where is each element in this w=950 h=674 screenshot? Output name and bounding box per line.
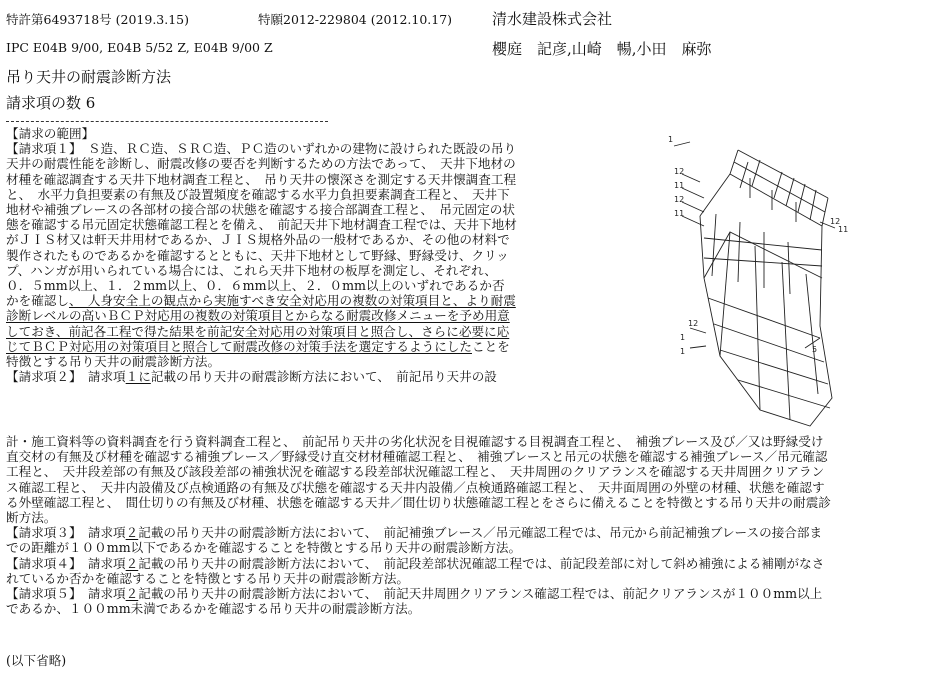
figure-line — [738, 380, 830, 408]
figure-label: 11 — [674, 209, 685, 218]
figure-label: 1 — [680, 333, 686, 342]
claim-2-line: 計・施工資料等の資料調査を行う資料調査工程と、 前記吊り天井の劣化状況を目視確認する目視調査工程と、 補強ブレース及び／又は野縁受け — [6, 434, 824, 449]
patent-title: 吊り天井の耐震診断方法 — [6, 68, 172, 86]
claim-1-line: 製作されたものであるかを確認するとともに、天井下地材として野縁、野縁受け、クリッ — [6, 247, 509, 263]
claim-3-line — [6, 525, 944, 540]
figure-line — [712, 214, 716, 276]
ipc-classification: IPC E04B 9/00, E04B 5/52 Z, E04B 9/00 Z — [6, 40, 273, 55]
claim-1-line: ０．５mm以上、１．２mm以上、０．６mm以上、２．０mm以上のいずれであるか否 — [6, 278, 505, 294]
claim-3-underlined-text: ２ — [125, 525, 139, 541]
figure-line — [734, 162, 825, 212]
figure-outline — [704, 232, 822, 278]
figure-leader — [674, 142, 690, 146]
figure-line — [714, 324, 824, 362]
figure-label: 12 — [674, 167, 685, 176]
claims-continued — [6, 434, 944, 616]
claim-2-line: る外壁確認工程と、 間仕切りの有無及び材種、状態を確認する天井／間仕切り状態確認工程とをさらに備えることを特徴とする吊り天井の耐震診 — [6, 494, 831, 510]
application-number: 特願2012-229804 (2012.10.17) — [258, 12, 453, 27]
figure-leader — [682, 174, 700, 182]
figure-label: 1 — [680, 347, 686, 356]
ceiling-structure-figure — [660, 128, 850, 428]
claim-2-text: 【請求項２】 請求項 — [6, 369, 126, 385]
claim-1-line: 材種を確認調査する天井下地材調査工程と、 吊り天井の懐深さを測定する天井懐調査工程 — [6, 171, 517, 187]
claim-1-line: 態を確認する吊元固定状態確認工程とを備え、 前記天井下地材調査工程では、天井下地材 — [6, 217, 517, 233]
figure-line — [738, 150, 828, 198]
figure-label: 12 — [830, 217, 841, 226]
claim-3-line: での距離が１００mm以下であるかを確認することを特徴とする吊り天井の耐震診断方法。 — [6, 540, 522, 556]
figure-label: 11 — [674, 181, 685, 190]
figure-outline — [700, 174, 730, 216]
claim-3-text: 【請求項３】 請求項 — [6, 525, 126, 541]
claims-heading: 【請求の範囲】 — [6, 126, 95, 141]
claim-4-text: 【請求項４】 請求項 — [6, 555, 126, 571]
figure-leader — [682, 188, 704, 198]
figure-line — [704, 258, 822, 266]
claim-2-line: 直交材の有無及び材種を確認する補強ブレース／野縁受け直交材材種確認工程と、 補強ブレースと吊元の状態を確認する補強ブレース／吊元確認 — [6, 449, 828, 465]
figure-line — [738, 222, 740, 282]
claim-4-line — [6, 556, 944, 571]
claim-2-line: 工程と、 天井段差部の有無及び該段差部の補強状況を確認する段差部状況確認工程と、 天井周囲のクリアランスを確認する天井周囲クリアラン — [6, 464, 825, 480]
figure-line — [708, 298, 820, 338]
claim-1-line: 【請求項１】 Ｓ造、ＲＣ造、ＳＲＣ造、ＰＣ造のいずれかの建物に設けられた既設の吊り — [6, 141, 517, 157]
claim-5-underlined-text: ２ — [125, 586, 139, 602]
figure-line — [786, 178, 794, 206]
claim-2-text: 記載の吊り天井の耐震診断方法において、 前記吊り天井の設 — [150, 369, 497, 385]
claims-count: 請求項の数 6 — [6, 94, 96, 112]
claim-1-line — [6, 293, 589, 308]
claim-1-line: と、 水平力負担要素の有無及び設置頻度を確認する水平力負担要素調査工程と、 天井下 — [6, 186, 510, 202]
claim-1-underlined-text: 、 人身安全上の観点から実施すべき安全対応用の複数の対策項目と、より耐震 — [68, 293, 516, 309]
figure-line — [782, 262, 790, 420]
claim-4-line: れているか否かを確認することを特徴とする吊り天井の耐震診断方法。 — [6, 570, 409, 586]
claim-1-underlined-line: しておき、前記各工程で得た結果を前記安全対応用の対策項目と照合し、さらに必要に応 — [6, 323, 510, 339]
figure-label: 5 — [812, 345, 818, 354]
claim-1-text: かを確認し — [6, 293, 69, 309]
company-name: 清水建設株式会社 — [492, 10, 613, 28]
claim-5-line — [6, 586, 944, 601]
figure-line — [720, 350, 828, 384]
claim-1-line: プ、ハンガが用いられている場合には、これら天井下地材の板厚を測定し、それぞれ、 — [6, 262, 497, 278]
claim-1-text: ことを — [471, 338, 510, 354]
claim-2-line — [6, 369, 589, 384]
figure-label: 12 — [674, 195, 685, 204]
claim-1-underlined-line: 診断レベルの高いＢＣＰ対応用の複数の対策項目とからなる耐震改修メニューを予め用意 — [6, 308, 510, 324]
figure-line — [720, 232, 730, 356]
patent-number: 特許第6493718号 (2019.3.15) — [6, 12, 190, 27]
claim-2-underlined-text: １に — [125, 369, 151, 385]
claim-4-text: 記載の吊り天井の耐震診断方法において、 前記段差部状況確認工程では、前記段差部に対して斜め補強による補剛がなさ — [138, 555, 825, 571]
header-divider — [6, 121, 328, 122]
figure-leader — [682, 202, 704, 212]
inventors: 櫻庭 記彦,山崎 暢,小田 麻弥 — [492, 40, 712, 58]
claim-1-line — [6, 339, 589, 354]
claim-5-text: 記載の吊り天井の耐震診断方法において、 前記天井周囲クリアランス確認工程では、前記クリアランスが１００mm以上 — [138, 586, 823, 602]
claim-1-line: 地材や補強ブレースの各部材の接合部の状態を確認する接合部調査工程と、 吊元固定の状 — [6, 202, 515, 218]
claim-5-line: であるか、１００mm未満であるかを確認する吊り天井の耐震診断方法。 — [6, 601, 421, 617]
claim-1-underlined-text: じてＢＣＰ対応用の対策項目と照合して耐震改修の対策手法を選定するようにした — [6, 338, 472, 354]
claim-1-line: がＪＩＳ材又は軒天井用材であるか、ＪＩＳ規格外品の一般材であるか、その他の材料で — [6, 232, 510, 248]
claim-1-line: 天井の耐震性能を診断し、耐震改修の要否を判断するための方法であって、 天井下地材の — [6, 156, 516, 172]
figure-line — [810, 190, 816, 220]
figure-leader — [690, 328, 706, 333]
figure-label: 11 — [838, 225, 849, 234]
figure-outline — [700, 216, 832, 426]
figure-line — [730, 174, 822, 226]
figure-line — [788, 242, 790, 294]
figure-leader — [690, 346, 706, 348]
claim-2-line: 断方法。 — [6, 510, 57, 526]
claim-1-block — [6, 126, 589, 384]
figure-label: 12 — [688, 319, 699, 328]
figure-label: 1 — [668, 135, 674, 144]
claim-4-underlined-text: ２ — [125, 555, 139, 571]
claim-2-line: ス確認工程と、 天井内設備及び点検通路の有無及び状態を確認する天井内設備／点検通路確認工程と、 天井面周囲の外壁の材種、状態を確認す — [6, 479, 825, 495]
claim-3-text: 記載の吊り天井の耐震診断方法において、 前記補強ブレース／吊元確認工程では、吊元から前記補強ブレースの接合部ま — [138, 525, 823, 541]
claim-1-line: 特徴とする吊り天井の耐震診断方法。 — [6, 354, 221, 370]
claim-5-text: 【請求項５】 請求項 — [6, 586, 126, 602]
omission-note: (以下省略) — [6, 653, 67, 668]
